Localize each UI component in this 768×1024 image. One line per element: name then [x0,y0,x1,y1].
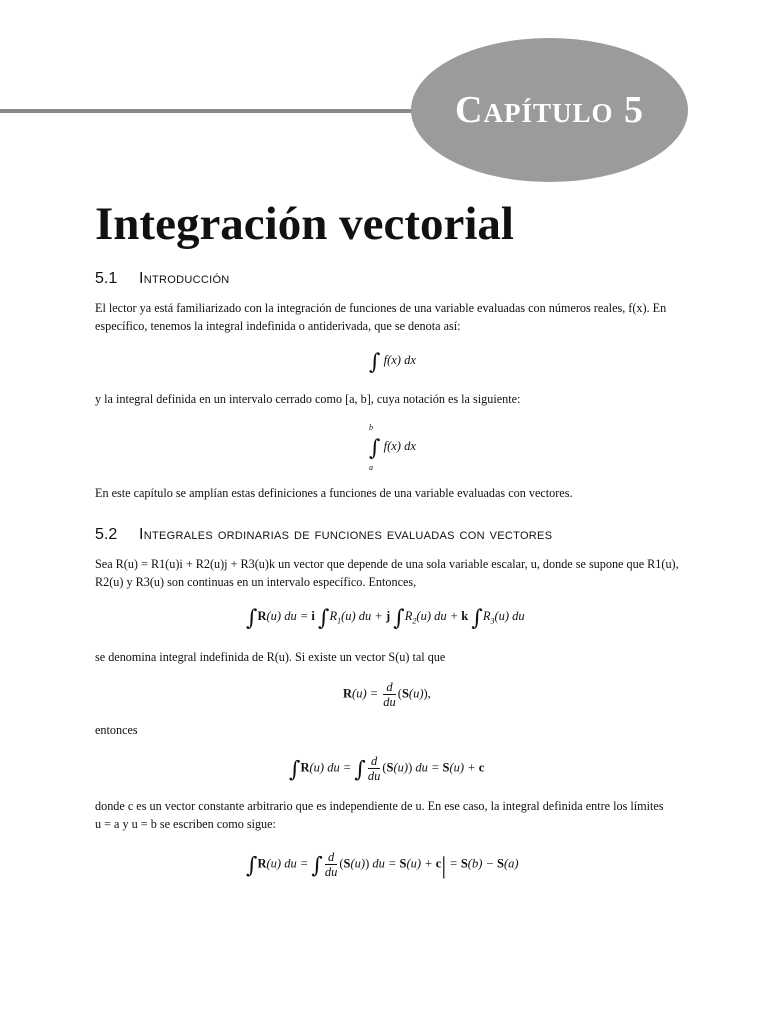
paragraph-line: donde c es un vector constante arbitrario que es independiente de u. En ese caso, la integral definida entre los límites [95,799,664,813]
chapter-rule [0,109,430,113]
section-title: Introducción [139,270,230,287]
integral-sign-icon: ∫ [369,350,381,375]
paragraph-line: R2(u) y R3(u) son continuas en un intervalo específico. Entonces, [95,575,417,589]
paragraph-line: Sea R(u) = R1(u)i + R2(u)j + R3(u)k un vector que depende de una sola variable escalar, u, donde se supone que R1(u), [95,557,679,571]
paragraph-extension: En este capítulo se amplían estas definiciones a funciones de una variable evaluadas con vectores. [95,486,573,500]
equation-indefinite-integral [369,350,416,375]
chapter-badge [411,38,688,182]
paragraph-indefinite-def: se denomina integral indefinida de R(u). Si existe un vector S(u) tal que [95,650,446,664]
section-number: 5.2 [95,526,118,543]
chapter-label: Capítulo 5 [455,89,644,131]
paragraph-definite: y la integral definida en un intervalo cerrado como [a, b], cuya notación es la siguiente: [95,392,521,406]
equation-component-integrals: ∫R(u) du = i $\int R_1(u)$ du + j $\int R_2(u)$ du + k $\int R_3(u)$ du [246,606,525,631]
equation-body: f(x) dx [383,439,416,453]
lower-limit: a [369,463,373,472]
paragraph-line: específico, tenemos la integral indefinida o antiderivada, que se denota así: [95,319,461,333]
paragraph-intro [95,299,695,335]
equation-definite-integral [369,423,416,472]
paragraph-line: El lector ya está familiarizado con la integración de funciones de una variable evaluadas con números reales, f(x). En [95,301,667,315]
section-heading-5-1 [95,270,230,288]
section-number: 5.1 [95,270,118,287]
chapter-title: Integración vectorial [95,198,514,250]
equation-antiderivative: ∫R(u) du = ∫ $\frac{d}{du}$ (S(u)) du = S(u) + c [289,754,485,783]
equation-derivative: R(u) = $\frac{d}{du}$ (S(u)), [343,680,431,709]
equation-definite-vector-integral: ∫R(u) du = ∫ $\frac{d}{du}$ (S(u)) du = S(u) + c| = S(b) − S(a) [246,850,519,880]
paragraph-vector-def [95,555,695,591]
paragraph-then: entonces [95,723,138,737]
section-heading-5-2 [95,526,552,544]
integral-sign-icon: ∫ [369,436,381,461]
equation-body: f(x) dx [383,353,416,367]
paragraph-definite-def [95,797,695,833]
upper-limit: b [369,423,373,432]
paragraph-line: u = a y u = b se escriben como sigue: [95,817,276,831]
section-title: Integrales ordinarias de funciones evaluadas con vectores [139,526,553,543]
